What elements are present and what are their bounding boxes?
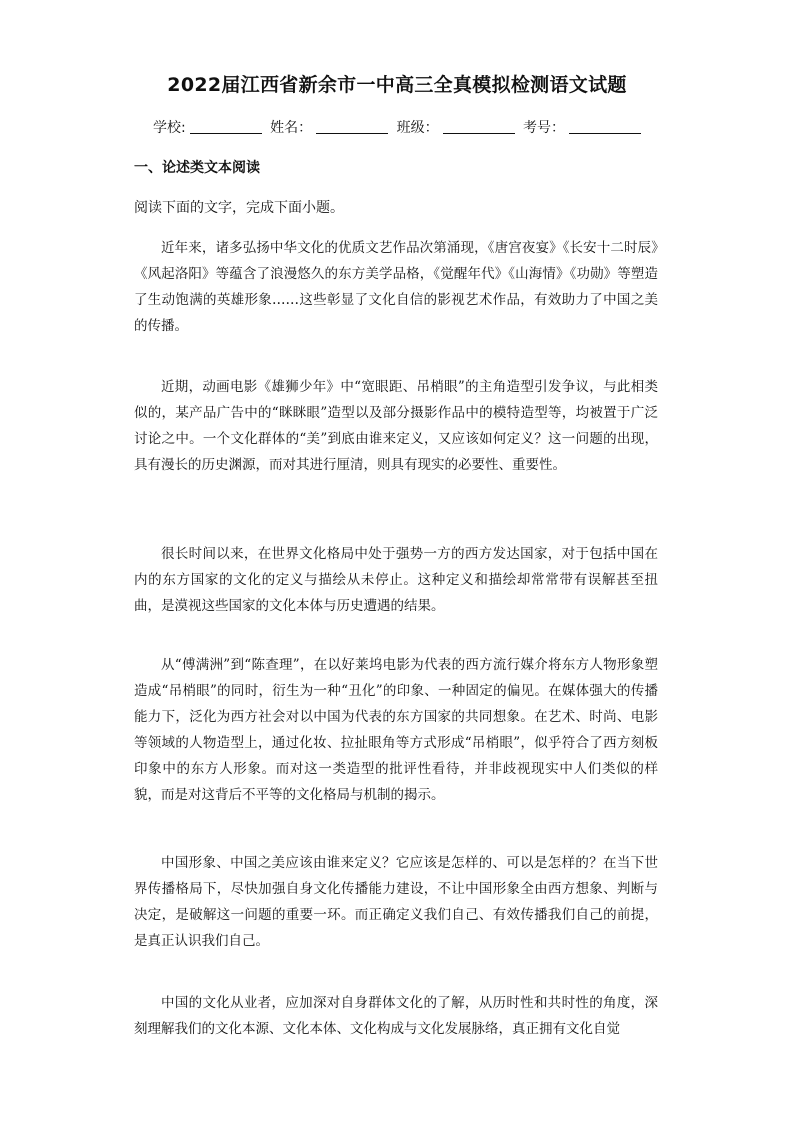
paragraph-5: 中国形象、中国之美应该由谁来定义？它应该是怎样的、可以是怎样的？在当下世界传播格局下，尽快加强自身文化传播能力建设，不让中国形象全由西方想象、判断与决定，是破解这一问题的重要一环。而正确定义我们自己、有效传播我们自己的前提，是真正认识我们自己。	[134, 855, 658, 949]
school-blank[interactable]	[190, 119, 262, 134]
paragraph-3: 很长时间以来，在世界文化格局中处于强势一方的西方发达国家，对于包括中国在内的东方国家的文化的定义与描绘从未停止。这种定义和描绘却常常带有误解甚至扭曲，是漠视这些国家的文化本体与历史遭遇的结果。	[134, 546, 658, 614]
school-label: 学校:	[152, 120, 186, 136]
class-label: 班级：	[396, 120, 439, 136]
paragraph-1: 近年来，诸多弘扬中华文化的优质文艺作品次第涌现，《唐宫夜宴》《长安十二时辰》《风起洛阳》等蕴含了浪漫悠久的东方美学品格，《觉醒年代》《山海情》《功勋》等塑造了生动饱满的英雄形象……这些彰显了文化自信的影视艺术作品，有效助力了中国之美的传播。	[134, 240, 658, 334]
id-blank[interactable]	[569, 119, 641, 134]
section-heading: 一、论述类文本阅读	[134, 160, 260, 176]
paragraph-2: 近期，动画电影《雄狮少年》中“宽眼距、吊梢眼”的主角造型引发争议，与此相类似的，某产品广告中的“眯眯眼”造型以及部分摄影作品中的模特造型等，均被置于广泛讨论之中。一个文化群体的“美”到底由谁来定义，又应该如何定义？这一问题的出现，具有漫长的历史渊源，而对其进行厘清，则具有现实的必要性、重要性。	[134, 379, 658, 473]
id-label: 考号：	[523, 120, 566, 136]
paragraph-4: 从“傅满洲”到“陈查理”，在以好莱坞电影为代表的西方流行媒介将东方人物形象塑造成“吊梢眼”的同时，衍生为一种“丑化”的印象、一种固定的偏见。在媒体强大的传播能力下，泛化为西方社会对以中国为代表的东方国家的共同想象。在艺术、时尚、电影等领域的人物造型上，通过化妆、拉扯眼角等方式形成“吊梢眼”，似乎符合了西方刻板印象中的东方人形象。而对这一类造型的批评性看待，并非歧视现实中人们类似的样貌，而是对这背后不平等的文化格局与机制的揭示。	[134, 657, 658, 803]
name-label: 姓名：	[270, 120, 313, 136]
reading-instruction: 阅读下面的文字，完成下面小题。	[134, 200, 344, 216]
paragraph-6: 中国的文化从业者，应加深对自身群体文化的了解，从历时性和共时性的角度，深刻理解我们的文化本源、文化本体、文化构成与文化发展脉络，真正拥有文化自觉	[134, 995, 658, 1037]
page-title: 2022届江西省新余市一中高三全真模拟检测语文试题	[167, 74, 627, 96]
student-info-line	[0, 117, 794, 137]
class-blank[interactable]	[443, 119, 515, 134]
name-blank[interactable]	[316, 119, 388, 134]
